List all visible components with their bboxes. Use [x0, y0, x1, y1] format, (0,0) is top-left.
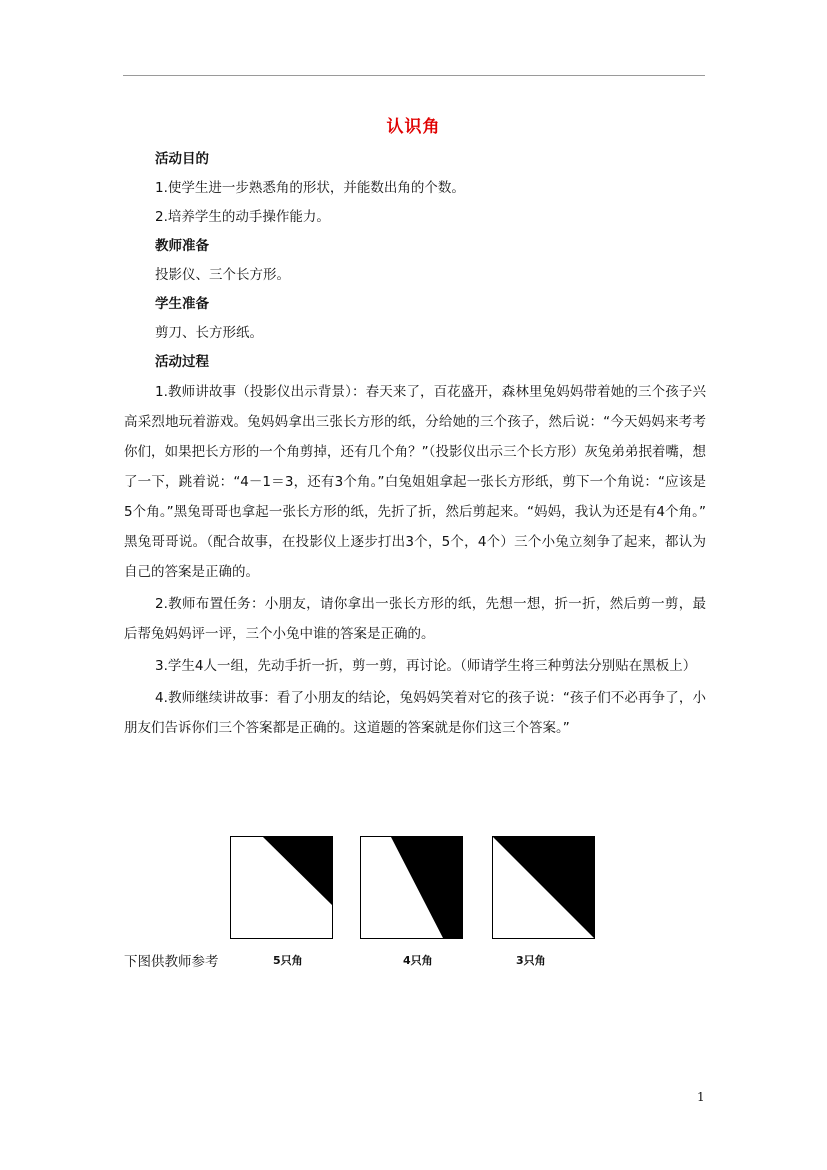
page-title: 认识角: [386, 117, 441, 137]
figure-three-angles: [492, 836, 595, 939]
figure-caption: 4只角: [403, 954, 433, 967]
section-heading: 活动过程: [155, 354, 209, 370]
process-paragraph: 1.教师讲故事（投影仪出示背景）：春天来了，百花盛开，森林里兔妈妈带着她的三个孩子兴高采烈地玩着游戏。兔妈妈拿出三张长方形的纸，分给她的三个孩子，然后说：“今天妈妈来考考你们，如果把长方形的一个角剪掉，还有几个角？”（投影仪出示三个长方形）灰兔弟弟抿着嘴，想了一下，跳着说：“4－1＝3，还有3个角。”白兔姐姐拿起一张长方形纸，剪下一个角说：“应该是5个角。”黑兔哥哥也拿起一张长方形的纸，先折了折，然后剪起来。“妈妈，我认为还是有4个角。” 黑兔哥哥说。（配合故事，在投影仪上逐步打出3个，5个，4个）三个小兔立刻争了起来，都认为自己的答案是正确的。: [124, 384, 706, 580]
cut-rectangle-diagram: [361, 837, 462, 938]
figure-caption: 5只角: [273, 954, 303, 967]
process-paragraph: 2.教师布置任务：小朋友，请你拿出一张长方形的纸，先想一想，折一折，然后剪一剪，最后帮兔妈妈评一评，三个小兔中谁的答案是正确的。: [124, 596, 706, 642]
reference-label: 下图供教师参考: [124, 954, 219, 970]
section-heading: 活动目的: [155, 151, 209, 167]
cut-rectangle-diagram: [231, 837, 332, 938]
section-heading: 学生准备: [155, 296, 209, 312]
list-item: 1.使学生进一步熟悉角的形状，并能数出角的个数。: [155, 180, 465, 196]
header-rule: [123, 75, 705, 76]
process-paragraph: 3.学生4人一组，先动手折一折，剪一剪，再讨论。（师请学生将三种剪法分别贴在黑板上）: [155, 658, 697, 674]
figure-caption: 3只角: [516, 954, 546, 967]
figure-four-angles: [360, 836, 463, 939]
list-item: 剪刀、长方形纸。: [155, 325, 263, 341]
document-body: [124, 145, 706, 743]
cut-rectangle-diagram: [493, 837, 594, 938]
list-item: 投影仪、三个长方形。: [155, 267, 290, 283]
section-heading: 教师准备: [155, 238, 209, 254]
process-paragraph: 4.教师继续讲故事：看了小朋友的结论，兔妈妈笑着对它的孩子说：“孩子们不必再争了，小朋友们告诉你们三个答案都是正确的。这道题的答案就是你们这三个答案。”: [124, 690, 706, 736]
list-item: 2.培养学生的动手操作能力。: [155, 209, 330, 225]
page-number: 1: [697, 1090, 705, 1104]
figure-five-angles: [230, 836, 333, 939]
